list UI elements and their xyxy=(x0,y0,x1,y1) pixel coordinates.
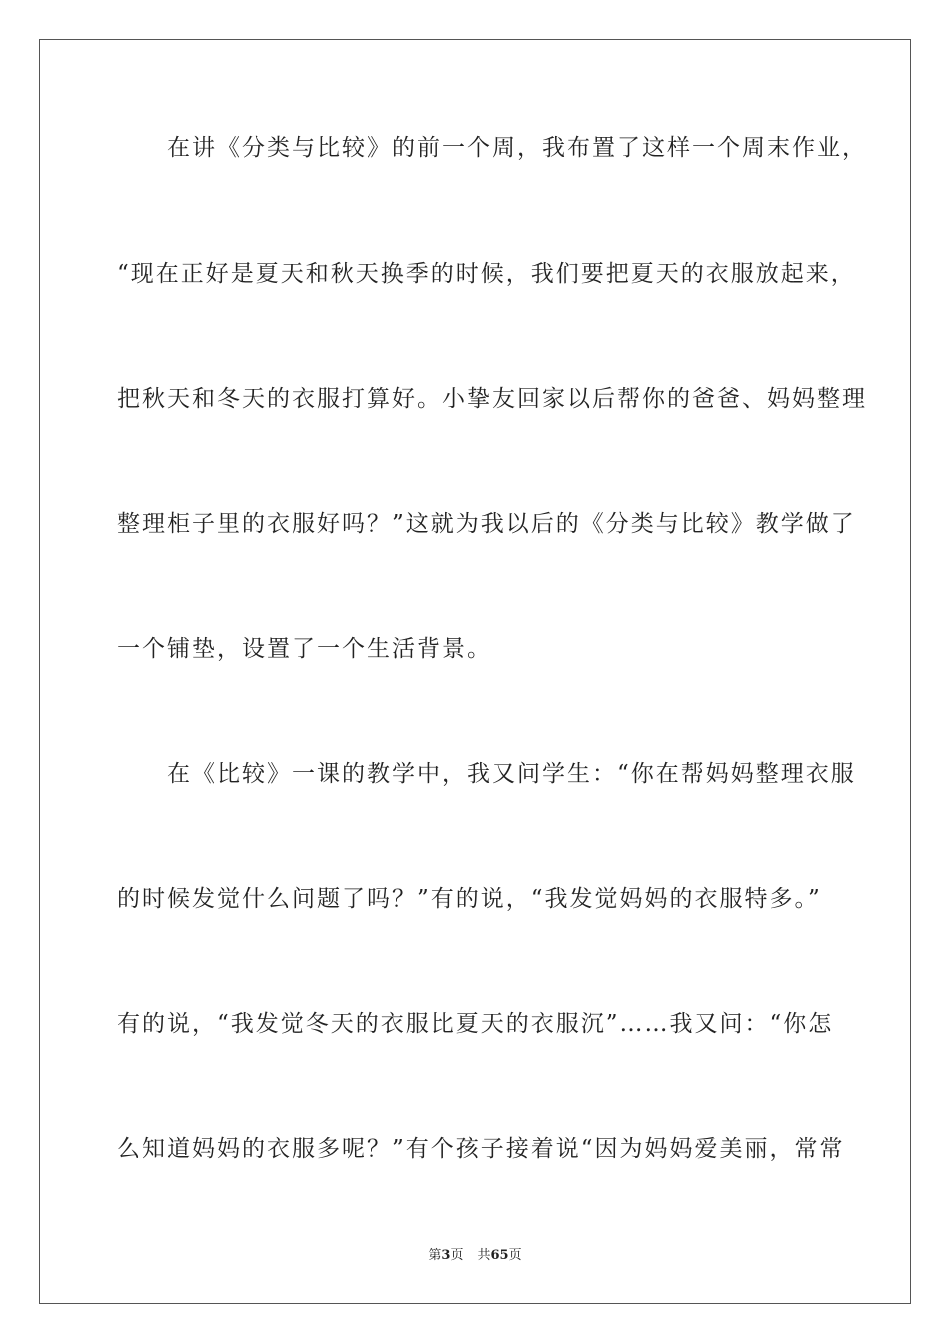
page-number: 3 xyxy=(441,1248,451,1263)
body-line: 的时候发觉什么问题了吗？”有的说，“我发觉妈妈的衣服特多。” xyxy=(117,886,822,912)
body-line: 在《比较》一课的教学中，我又问学生：“你在帮妈妈整理衣服 xyxy=(117,761,856,787)
body-line: 把秋天和冬天的衣服打算好。小挚友回家以后帮你的爸爸、妈妈整理 xyxy=(117,386,867,412)
page-footer xyxy=(0,1248,950,1264)
page-prefix: 第 xyxy=(428,1248,442,1263)
body-line: “现在正好是夏天和秋天换季的时候，我们要把夏天的衣服放起来， xyxy=(117,261,856,287)
body-line: 一个铺垫，设置了一个生活背景。 xyxy=(117,636,492,662)
total-prefix: 共 xyxy=(477,1248,491,1263)
total-suffix: 页 xyxy=(508,1248,522,1263)
page-border xyxy=(39,39,911,1304)
total-pages: 65 xyxy=(490,1248,509,1263)
body-line: 在讲《分类与比较》的前一个周，我布置了这样一个周末作业， xyxy=(117,135,867,161)
body-line: 有的说，“我发觉冬天的衣服比夏天的衣服沉”……我又问：“你怎 xyxy=(117,1011,834,1037)
page-suffix: 页 xyxy=(450,1248,464,1263)
body-line: 么知道妈妈的衣服多呢？”有个孩子接着说“因为妈妈爱美丽，常常 xyxy=(117,1136,845,1162)
body-line: 整理柜子里的衣服好吗？”这就为我以后的《分类与比较》教学做了 xyxy=(117,511,856,537)
